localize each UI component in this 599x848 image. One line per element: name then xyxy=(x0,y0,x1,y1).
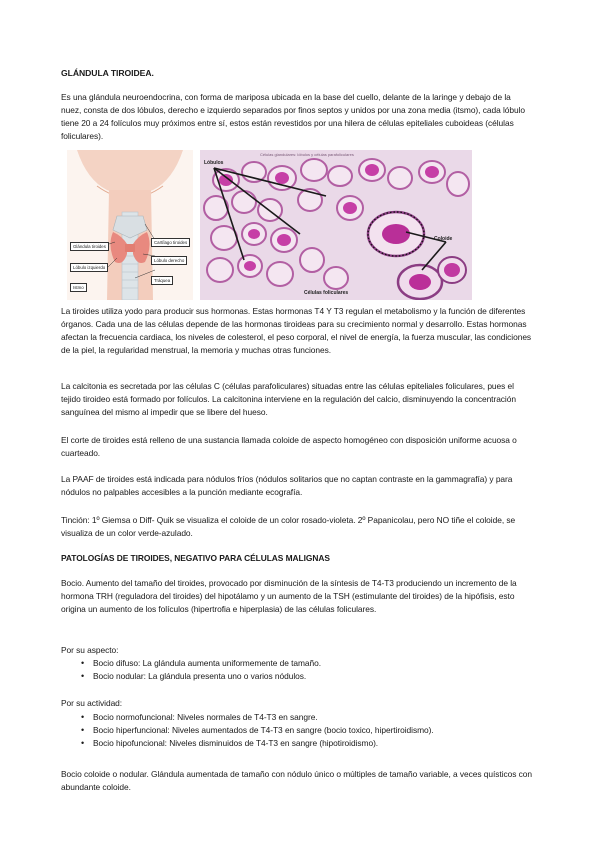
intro-paragraph: Es una glándula neuroendocrina, con forma de mariposa ubicada en la base del cuello, delante de la laringe y debajo de la nuez, consta de dos lóbulos, derecho e izquierdo separados por finos septos y unidos por una zona media (itsmo), cada lóbulo tiene 20 a 24 folículos muy próximos entre sí, estos están revestidos por una hilera de células epiteliales cuboideas (células foliculares). xyxy=(61,92,526,142)
label-traquea: Tráquea xyxy=(151,276,173,285)
aspect-list xyxy=(81,657,321,683)
colloid-goiter-paragraph: Bocio coloide o nodular. Glándula aumentada de tamaño con nódulo único o múltiples de tamaño variable, a veces quísticos con abundante coloide. xyxy=(61,769,533,793)
list-item: • Bocio hipofuncional: Niveles disminuidos de T4-T3 en sangre (hipotiroidismo). xyxy=(81,737,434,750)
label-glandula-tiroides: Glándula tiroides xyxy=(70,242,109,251)
label-coloide: Coloide xyxy=(434,236,453,242)
label-celulas-foliculares: Células foliculares xyxy=(304,290,349,296)
label-cartilago-tiroides: Cartílago tiroides xyxy=(151,238,190,247)
label-lobulo-derecho: Lóbulo derecho xyxy=(151,256,187,265)
paaf-paragraph: La PAAF de tiroides está indicada para nódulos fríos (nódulos solitarios que no captan contraste en la gammagrafía) y para nódulos no palpables accesibles a la punción mediante ecografía. xyxy=(61,474,513,498)
list-item: • Bocio nodular: La glándula presenta uno o varios nódulos. xyxy=(81,670,321,683)
thyroid-histology-micrograph xyxy=(200,150,472,300)
aspect-label: Por su aspecto: xyxy=(61,645,119,655)
calcitonin-paragraph: La calcitonia es secretada por las células C (células parafoliculares) situadas entre las células epiteliales foliculares, pues el tejido tiroideo está formado por folículos. La calcitonina interviene en la regulación del calcio, disminuyendo la concentración sanguínea del mismo al impedir que se libere del hueso. xyxy=(61,381,516,418)
list-item: • Bocio normofuncional: Niveles normales de T4-T3 en sangre. xyxy=(81,711,434,724)
label-lobulo-izquierdo: Lóbulo izquierdo xyxy=(70,263,108,272)
bocio-paragraph: Bocio. Aumento del tamaño del tiroides, provocado por disminución de la síntesis de T4-T3 produciendo un incremento de la hormona TRH (reguladora del tiroides) del hipotálamo y un aumento de la TSH (estimulante del tiroides) de la hipófisis, esto origina un aumento de los folículos (hipertrofia e hiperplasia) de las células foliculares. xyxy=(61,578,517,615)
pathologies-heading: PATOLOGÍAS DE TIROIDES, NEGATIVO PARA CÉLULAS MALIGNAS xyxy=(61,553,330,563)
staining-paragraph: Tinción: 1º Giemsa o Diff- Quik se visualiza el coloide de un color rosado-violeta. 2º Papanicolau, pero NO tiñe el coloide, se visualiza de un color verde-azulado. xyxy=(61,515,516,539)
colloid-paragraph: El corte de tiroides está relleno de una sustancia llamada coloide de aspecto homogéneo con disposición uniforme acuosa o cuarteado. xyxy=(61,435,517,459)
activity-label: Por su actividad: xyxy=(61,698,123,708)
activity-list xyxy=(81,711,434,750)
histology-caption: Células glandulares: lóbulos y células parafoliculares xyxy=(260,152,354,157)
figures-row xyxy=(67,150,473,300)
list-item: • Bocio hiperfuncional: Niveles aumentados de T4-T3 en sangre (bocio toxico, hipertiroidismo). xyxy=(81,724,434,737)
hormones-paragraph: La tiroides utiliza yodo para producir sus hormonas. Estas hormonas T4 Y T3 regulan el metabolismo y la función de diferentes órganos. Cada una de las células depende de las hormonas tiroideas para su crecimiento normal y desarrollo. Estas hormonas afectan la frecuencia cardiaca, los niveles de colesterol, el peso corporal, el nivel de energía, la fuerza muscular, las condiciones de la piel, la regularidad menstrual, la memoria y muchas otras funciones. xyxy=(61,306,532,356)
label-istmo: Istmo xyxy=(70,283,87,292)
thyroid-neck-illustration xyxy=(67,150,193,300)
neck-drawing xyxy=(67,150,193,300)
list-item: • Bocio difuso: La glándula aumenta uniformemente de tamaño. xyxy=(81,657,321,670)
document-title: GLÁNDULA TIROIDEA. xyxy=(61,68,154,78)
label-lobulos: Lóbulos xyxy=(204,160,224,166)
histology-drawing xyxy=(200,150,472,300)
